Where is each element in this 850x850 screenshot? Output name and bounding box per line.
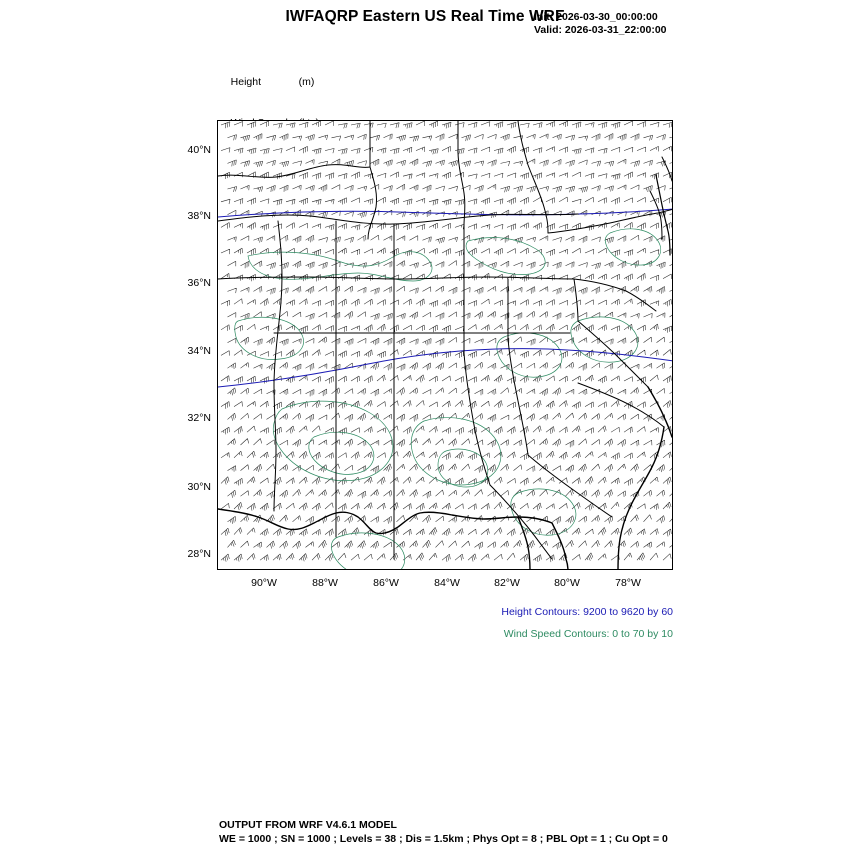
- field-name: Height: [230, 76, 262, 89]
- xtick-label: 78°W: [615, 577, 641, 589]
- height-contour-layer: [218, 209, 673, 387]
- ytick-label: 32°N: [187, 412, 211, 424]
- ytick-label: 28°N: [187, 548, 211, 560]
- ytick-label: 38°N: [187, 210, 211, 222]
- legend-wind-speed-contours: Wind Speed Contours: 0 to 70 by 10: [503, 628, 673, 640]
- ytick-label: 30°N: [187, 481, 211, 493]
- xtick-label: 80°W: [554, 577, 580, 589]
- xtick-label: 88°W: [312, 577, 338, 589]
- xtick-label: 82°W: [494, 577, 520, 589]
- footer-block: [219, 819, 668, 846]
- ytick-label: 34°N: [187, 345, 211, 357]
- weather-map-plot: [187, 120, 673, 589]
- init-time: Init: 2026-03-30_00:00:00: [534, 11, 658, 23]
- field-row: [219, 63, 319, 103]
- wind-barbs-layer: [221, 121, 673, 562]
- xtick-label: 90°W: [251, 577, 277, 589]
- field-units: (m): [298, 76, 315, 89]
- xtick-label: 86°W: [373, 577, 399, 589]
- footer-line-model: OUTPUT FROM WRF V4.6.1 MODEL: [219, 819, 397, 831]
- footer-line-config: WE = 1000 ; SN = 1000 ; Levels = 38 ; Dis = 1.5km ; Phys Opt = 8 ; PBL Opt = 1 ; Cu Opt = 0: [219, 832, 668, 845]
- init-valid-block: [534, 11, 667, 37]
- page-title: IWFAQRP Eastern US Real Time WRF: [285, 8, 565, 25]
- map-canvas: [218, 121, 673, 570]
- ytick-label: 36°N: [187, 277, 211, 289]
- xtick-label: 84°W: [434, 577, 460, 589]
- legend-height-contours: Height Contours: 9200 to 9620 by 60: [501, 606, 673, 618]
- title-block: [0, 8, 850, 26]
- valid-time: Valid: 2026-03-31_22:00:00: [534, 24, 667, 36]
- ytick-label: 40°N: [187, 144, 211, 156]
- plot-frame: [217, 120, 673, 570]
